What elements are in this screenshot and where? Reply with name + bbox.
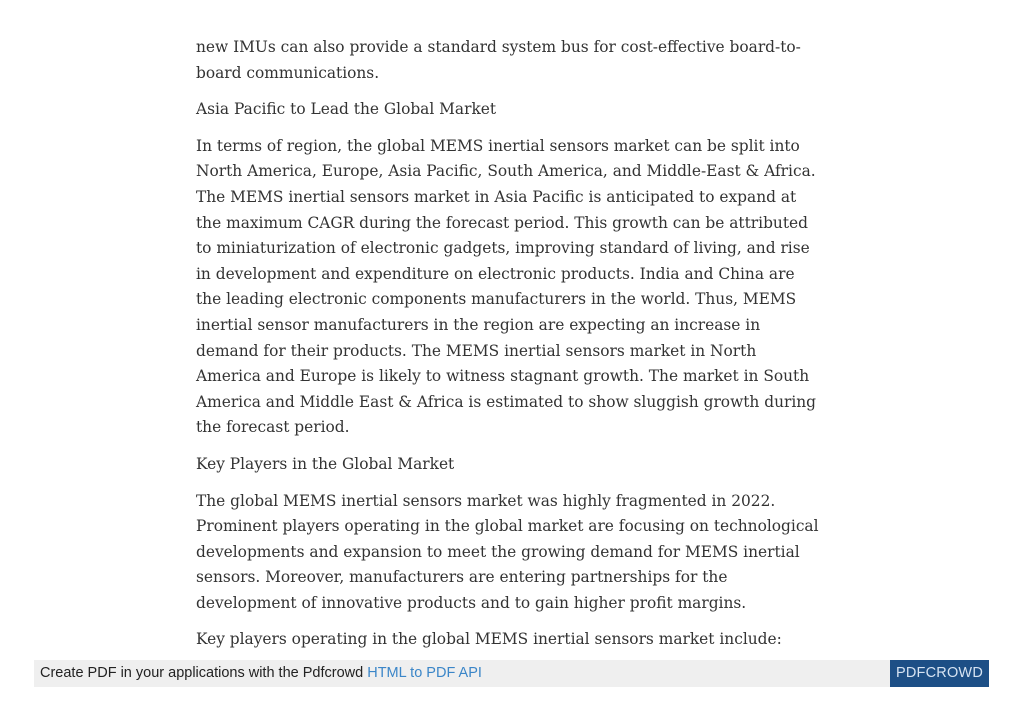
pdfcrowd-badge-link[interactable]: PDFCROWD [890,660,989,687]
footer-caption: Create PDF in your applications with the Pdfcrowd [40,665,368,681]
heading-key-players: Key Players in the Global Market [196,454,455,473]
footer-text [40,660,482,687]
paragraph-fragmented-market: The global MEMS inertial sensors market was highly fragmented in 2022. Prominent players operating in the global market are focusing on technological developments and expansion to meet the growing demand for MEMS inertial sensors. Moreover, manufacturers are entering partnerships for the development of innovative products and to gain higher profit margins. [196,491,819,612]
paragraph-region: In terms of region, the global MEMS inertial sensors market can be split into North America, Europe, Asia Pacific, South America, and Middle-East & Africa. The MEMS inertial sensors market in Asia Pacific is anticipated to expand at the maximum CAGR during the forecast period. This growth can be attributed to miniaturization of electronic gadgets, improving standard of living, and rise in development and expenditure on electronic products. India and China are the leading electronic components manufacturers in the world. Thus, MEMS inertial sensor manufacturers in the region are expecting an increase in demand for their products. The MEMS inertial sensors market in North America and Europe is likely to witness stagnant growth. The market in South America and Middle East & Africa is estimated to show sluggish growth during the forecast period. [196,136,817,437]
heading-asia-pacific: Asia Pacific to Lead the Global Market [196,100,497,119]
paragraph-imu-bus: new IMUs can also provide a standard system bus for cost-effective board-to-board communications. [196,38,801,82]
pdfcrowd-footer-bar [34,660,989,687]
paragraph-key-players-intro: Key players operating in the global MEMS inertial sensors market include: [196,630,782,649]
html-to-pdf-api-link[interactable]: HTML to PDF API [367,665,482,681]
document-body [196,35,824,664]
